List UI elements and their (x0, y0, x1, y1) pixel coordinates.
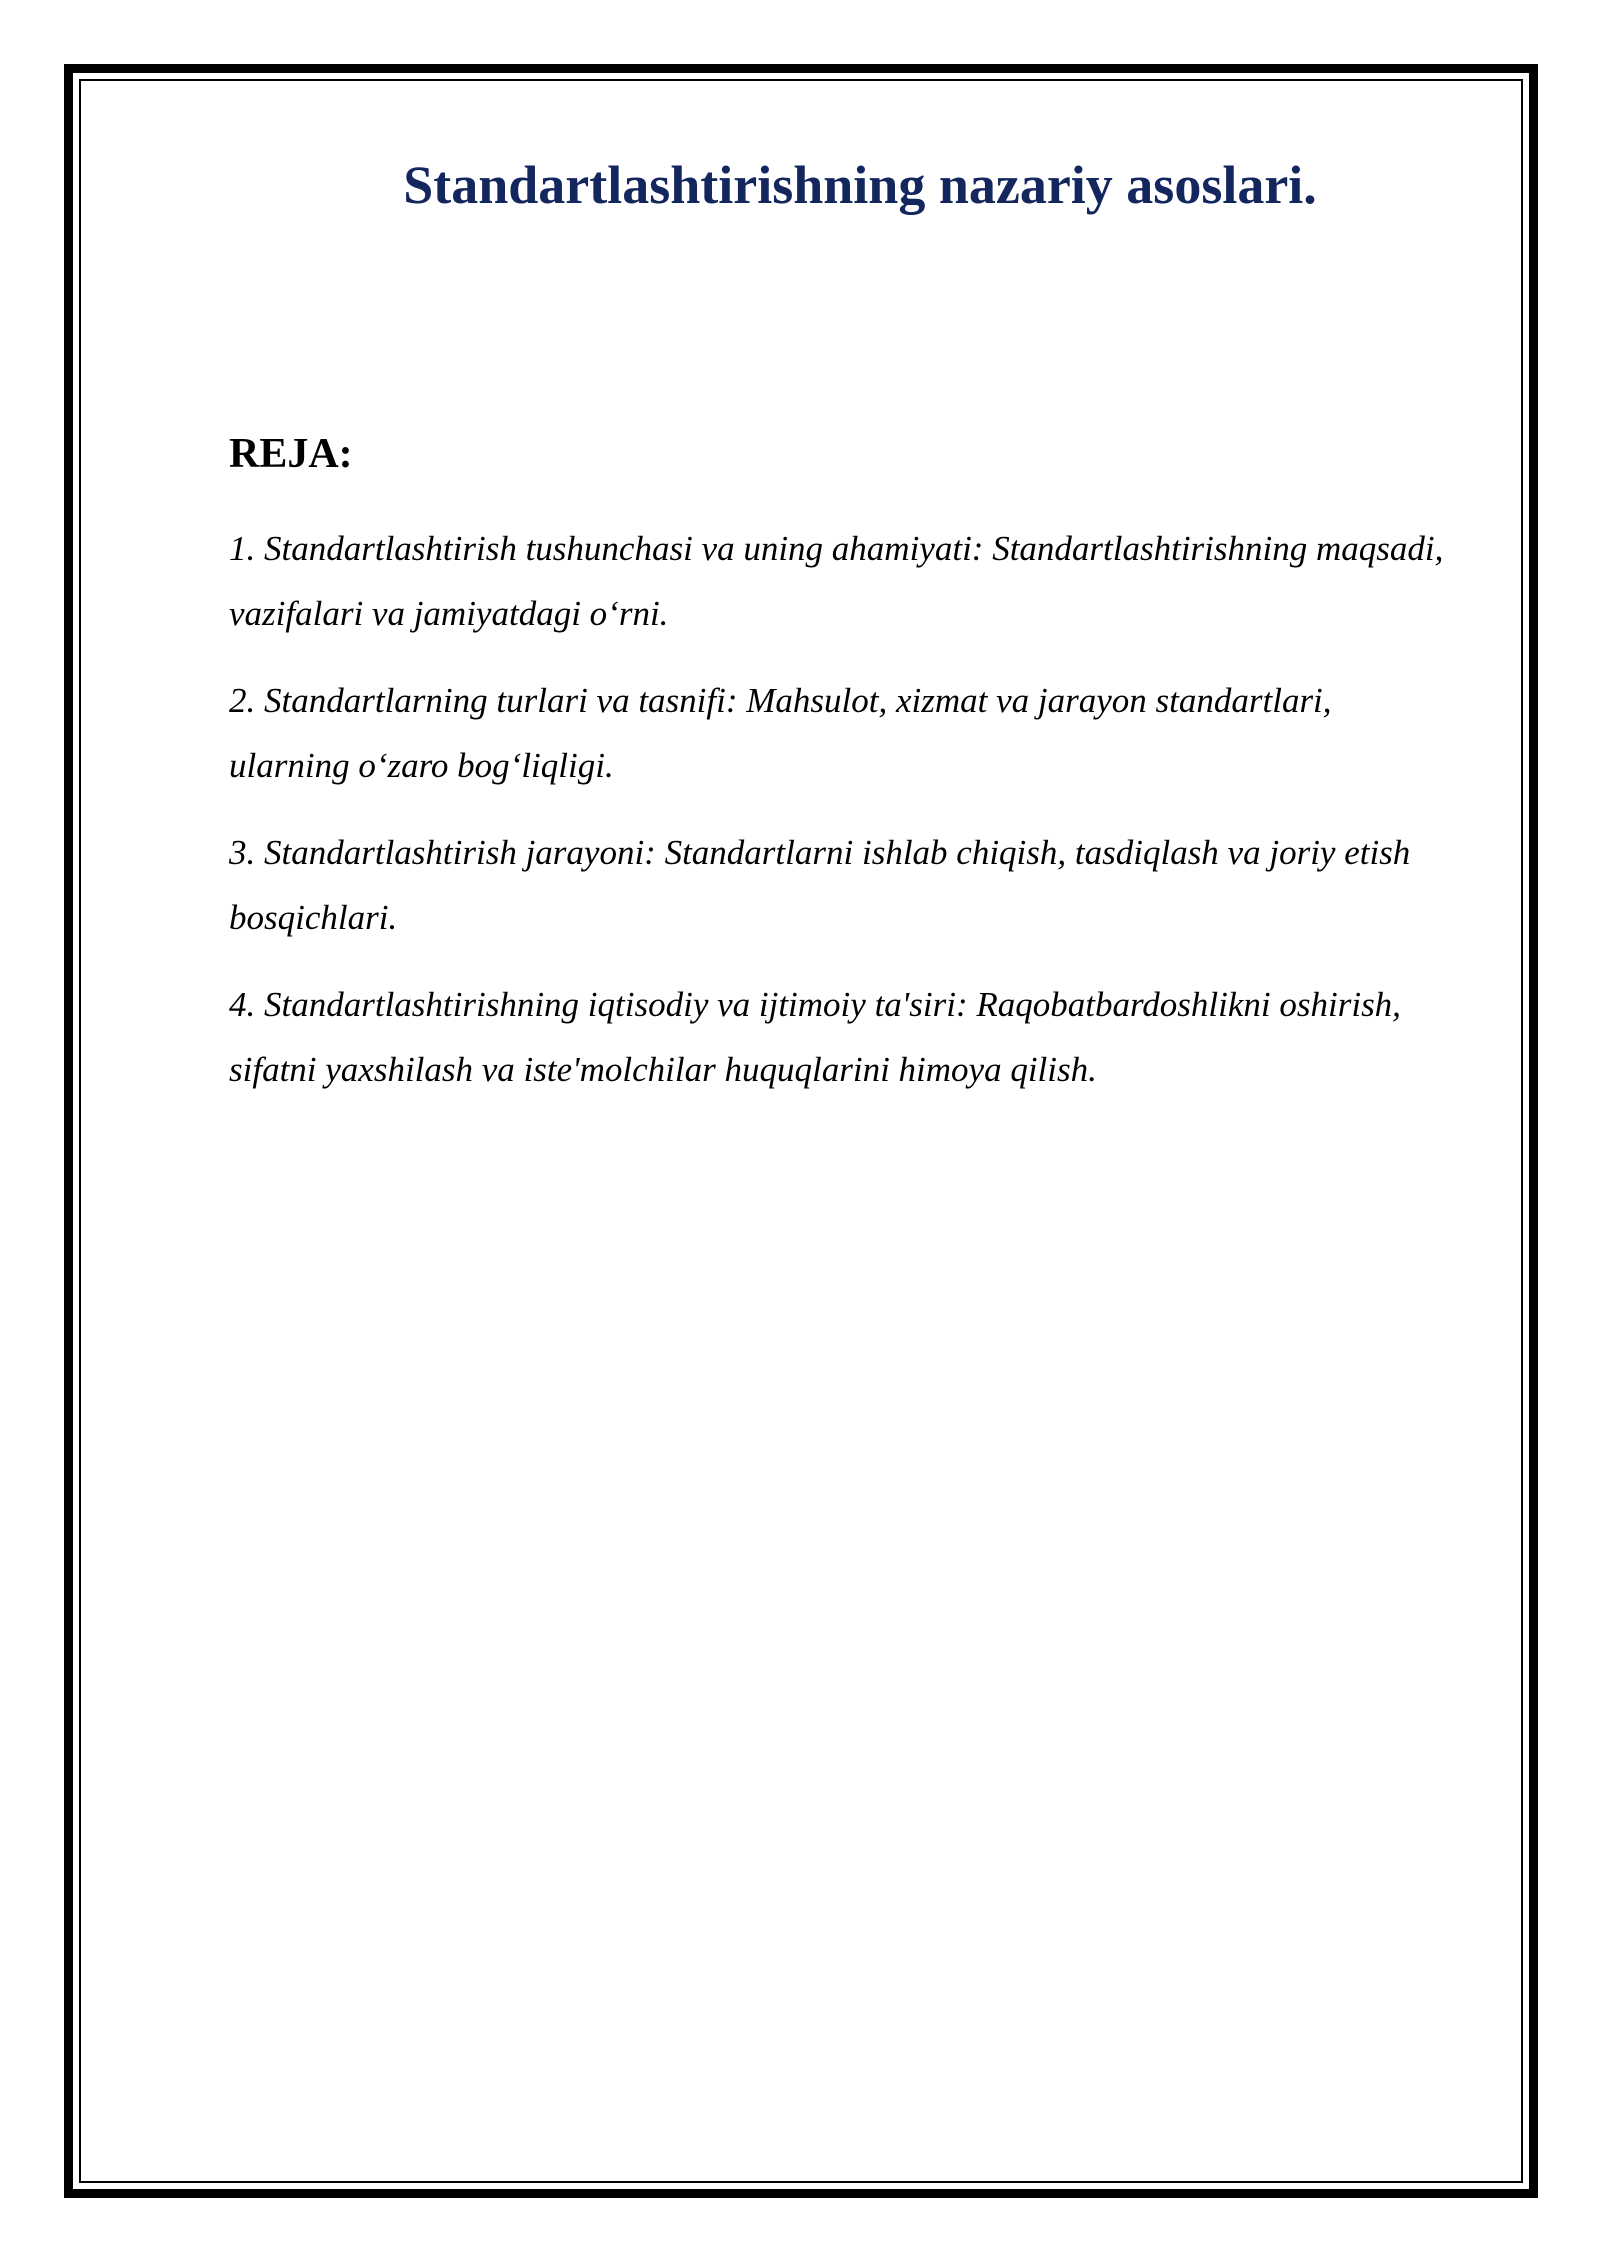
document-title: Standartlashtirishning nazariy asoslari. (403, 155, 1317, 215)
page-border-inner (79, 79, 1523, 2183)
plan-item-4: 4. Standartlashtirishning iqtisodiy va ijtimoiy ta'siri: Raqobatbardoshlikni oshirish, sifatni yaxshilash va iste'molchilar huquqlarini himoya qilish. (229, 985, 1401, 1089)
plan-heading: REJA: (229, 431, 353, 477)
plan-item-2: 2. Standartlarning turlari va tasnifi: Mahsulot, xizmat va jarayon standartlari, ularning o‘zaro bog‘liqligi. (229, 681, 1332, 785)
plan-item-1: 1. Standartlashtirish tushunchasi va uning ahamiyati: Standartlashtirishning maqsadi, vazifalari va jamiyatdagi o‘rni. (229, 529, 1444, 633)
plan-item-3: 3. Standartlashtirish jarayoni: Standartlarni ishlab chiqish, tasdiqlash va joriy etish bosqichlari. (229, 833, 1411, 937)
plan-list (229, 516, 1444, 1124)
